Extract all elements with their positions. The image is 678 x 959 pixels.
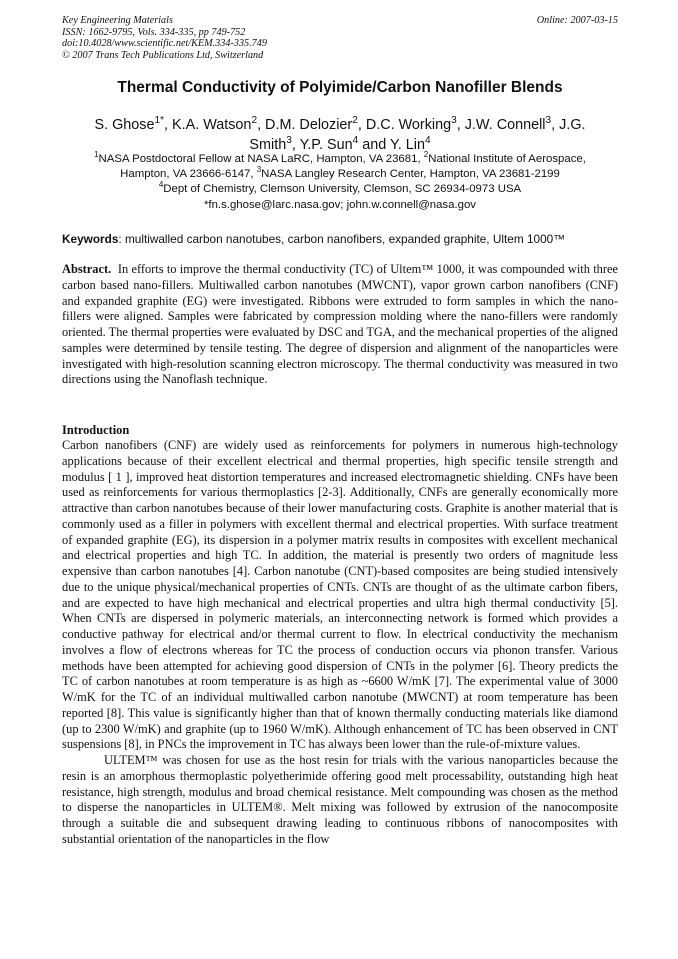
affiliations (62, 152, 618, 213)
author-sup: 3 (451, 115, 457, 127)
affil-sup: 1 (94, 150, 99, 160)
journal-header (62, 15, 618, 61)
intro-paragraph-2: ULTEM™ was chosen for use as the host resin for trials with the various nanoparticles because the resin is an amorphous thermoplastic polyetherimide offering good melt processability, outstanding high heat resistance, high strength, modulus and broad chemical resistance. Melt compounding was chosen as the method to disperse the nanoparticles in ULTEM®. Melt mixing was followed by extrusion of the nanocomposite through a suitable die and subsequent drawing leading to continuous ribbons of nanocomposites with substantial orientation of the nanoparticles in the flow (62, 753, 618, 846)
author-name: , Y.P. Sun (291, 137, 353, 153)
affil-sup: 4 (158, 180, 164, 190)
author-name: and Y. Lin (358, 137, 425, 153)
keywords (62, 232, 618, 246)
author-sup: 3 (286, 135, 292, 147)
abstract-paragraph (62, 262, 618, 388)
author-name: , D.C. Working (357, 117, 452, 133)
affil-text: Dept of Chemistry, Clemson University, Clemson, SC 26934-0973 USA (163, 183, 522, 196)
copyright-line: © 2007 Trans Tech Publications Ltd, Switzerland (62, 49, 264, 61)
affiliation-line-1 (62, 152, 618, 167)
abstract-label: Abstract. (62, 262, 112, 276)
doi-line: doi:10.4028/www.scientific.net/KEM.334-335.749 (62, 38, 267, 49)
author-sup: 4 (424, 135, 431, 147)
author-name: , D.M. Delozier (257, 117, 353, 133)
author-name: , K.A. Watson (164, 117, 252, 133)
affil-text: NASA Postdoctoral Fellow at NASA LaRC, Hampton, VA 23681, (98, 153, 424, 165)
author-sup: 2 (352, 115, 358, 127)
affiliation-line-2 (62, 167, 618, 182)
online-date: Online: 2007-03-15 (536, 15, 618, 26)
introduction-body (62, 438, 618, 848)
affil-sup: 2 (423, 150, 429, 160)
author-line-1 (62, 115, 618, 135)
section-heading-introduction: Introduction (62, 423, 130, 437)
affil-sup: 3 (256, 165, 262, 175)
issn-line: ISSN: 1662-9795, Vols. 334-335, pp 749-752 (62, 26, 246, 38)
author-name: , J.G. (551, 117, 586, 133)
affil-text: NASA Langley Research Center, Hampton, VA 23681-2199 (261, 168, 560, 181)
keywords-text: : multiwalled carbon nanotubes, carbon nanofibers, expanded graphite, Ultem 1000™ (118, 232, 565, 246)
author-name: , J.W. Connell (456, 117, 546, 133)
author-list (62, 115, 618, 155)
paper-title: Thermal Conductivity of Polyimide/Carbon Nanofiller Blends (117, 79, 563, 96)
author-name: S. Ghose (94, 117, 155, 133)
affiliation-line-3 (62, 182, 618, 197)
intro-paragraph-1: Carbon nanofibers (CNF) are widely used as reinforcements for polymers in numerous high-technology applications because of their excellent electrical and thermal properties, high specific tensile strength and modulus [ 1 ], improved heat distortion temperatures and increased electromagnetic shielding. CNFs have been used as reinforcements for various thermoplastics [2-3]. Additionally, CNFs are generally economically more attractive than carbon nanotubes because of their lower manufacturing costs. Graphite is another material that is commonly used as a filler in polymers with excellent thermal and electrical properties. With surface treatment of expanded graphite (EG), its dispersion in a polymer matrix results in composites with excellent mechanical and electrical properties and high TC. In addition, the material is presently two orders of magnitude less expensive than carbon nanotubes [4]. Carbon nanotube (CNT)-based composites are being studied intensively due to the unique physical/mechanical properties of CNTs. CNTs are thought of as the ultimate carbon fibers, and are expected to have high mechanical and electrical properties and ultra high thermal conductivity [5]. When CNTs are dispersed in polymeric materials, an interconnecting network is formed which provides a conductive pathway for electrical and/or thermal current to flow. In electrical conductivity the mechanism involves a flow of electrons whereas for TC the process of conduction occurs via phonon transfer. Various methods have been attempted for achieving good dispersion of CNTs in the polymer [6]. Theory predicts the TC of carbon nanotubes at room temperature is as high as ~6600 W/mK [7]. The experimental value of 3000 W/mK for the TC of an individual multiwalled carbon nanotube (MWCNT) at room temperature has been reported [8]. This value is significantly higher than that of known thermally conducting materials like diamond (up to 2300 W/mK) and graphite (up to 1960 W/mK). Although enhancement of TC has been observed in CNT suspensions [8], in PNCs the improvement in TC has always been lower than the rule-of-mixture values. (62, 438, 618, 752)
affil-text: Hampton, VA 23666-6147, (120, 168, 257, 181)
author-sup: 3 (545, 115, 552, 127)
affil-text: National Institute of Aerospace, (428, 153, 586, 165)
abstract-text: In efforts to improve the thermal conductivity (TC) of Ultem™ 1000, it was compounded with three carbon based nano-fillers. Multiwalled carbon nanotubes (MWCNT), vapor grown carbon nanofibers (CNF) and expanded graphite (EG) were investigated. Ribbons were extruded to form samples in which the nano-fillers were aligned. Samples were fabricated by compression molding where the nano-fillers were randomly oriented. The thermal properties were evaluated by DSC and TGA, and the mechanical properties of the aligned samples were determined by tensile testing. The degree of dispersion and alignment of the nanoparticles were investigated with high-resolution scanning electron microscopy. The thermal conductivity was measured in two directions using the Nanoflash technique. (62, 262, 618, 387)
abstract (62, 262, 618, 388)
keywords-label: Keywords (62, 232, 119, 246)
author-sup: 1* (154, 115, 164, 127)
contact-email: *fn.s.ghose@larc.nasa.gov; john.w.connell@nasa.gov (204, 198, 476, 211)
journal-name: Key Engineering Materials (62, 15, 173, 26)
author-sup: 2 (251, 115, 258, 127)
author-sup: 4 (352, 135, 359, 147)
author-name: Smith (249, 137, 287, 153)
